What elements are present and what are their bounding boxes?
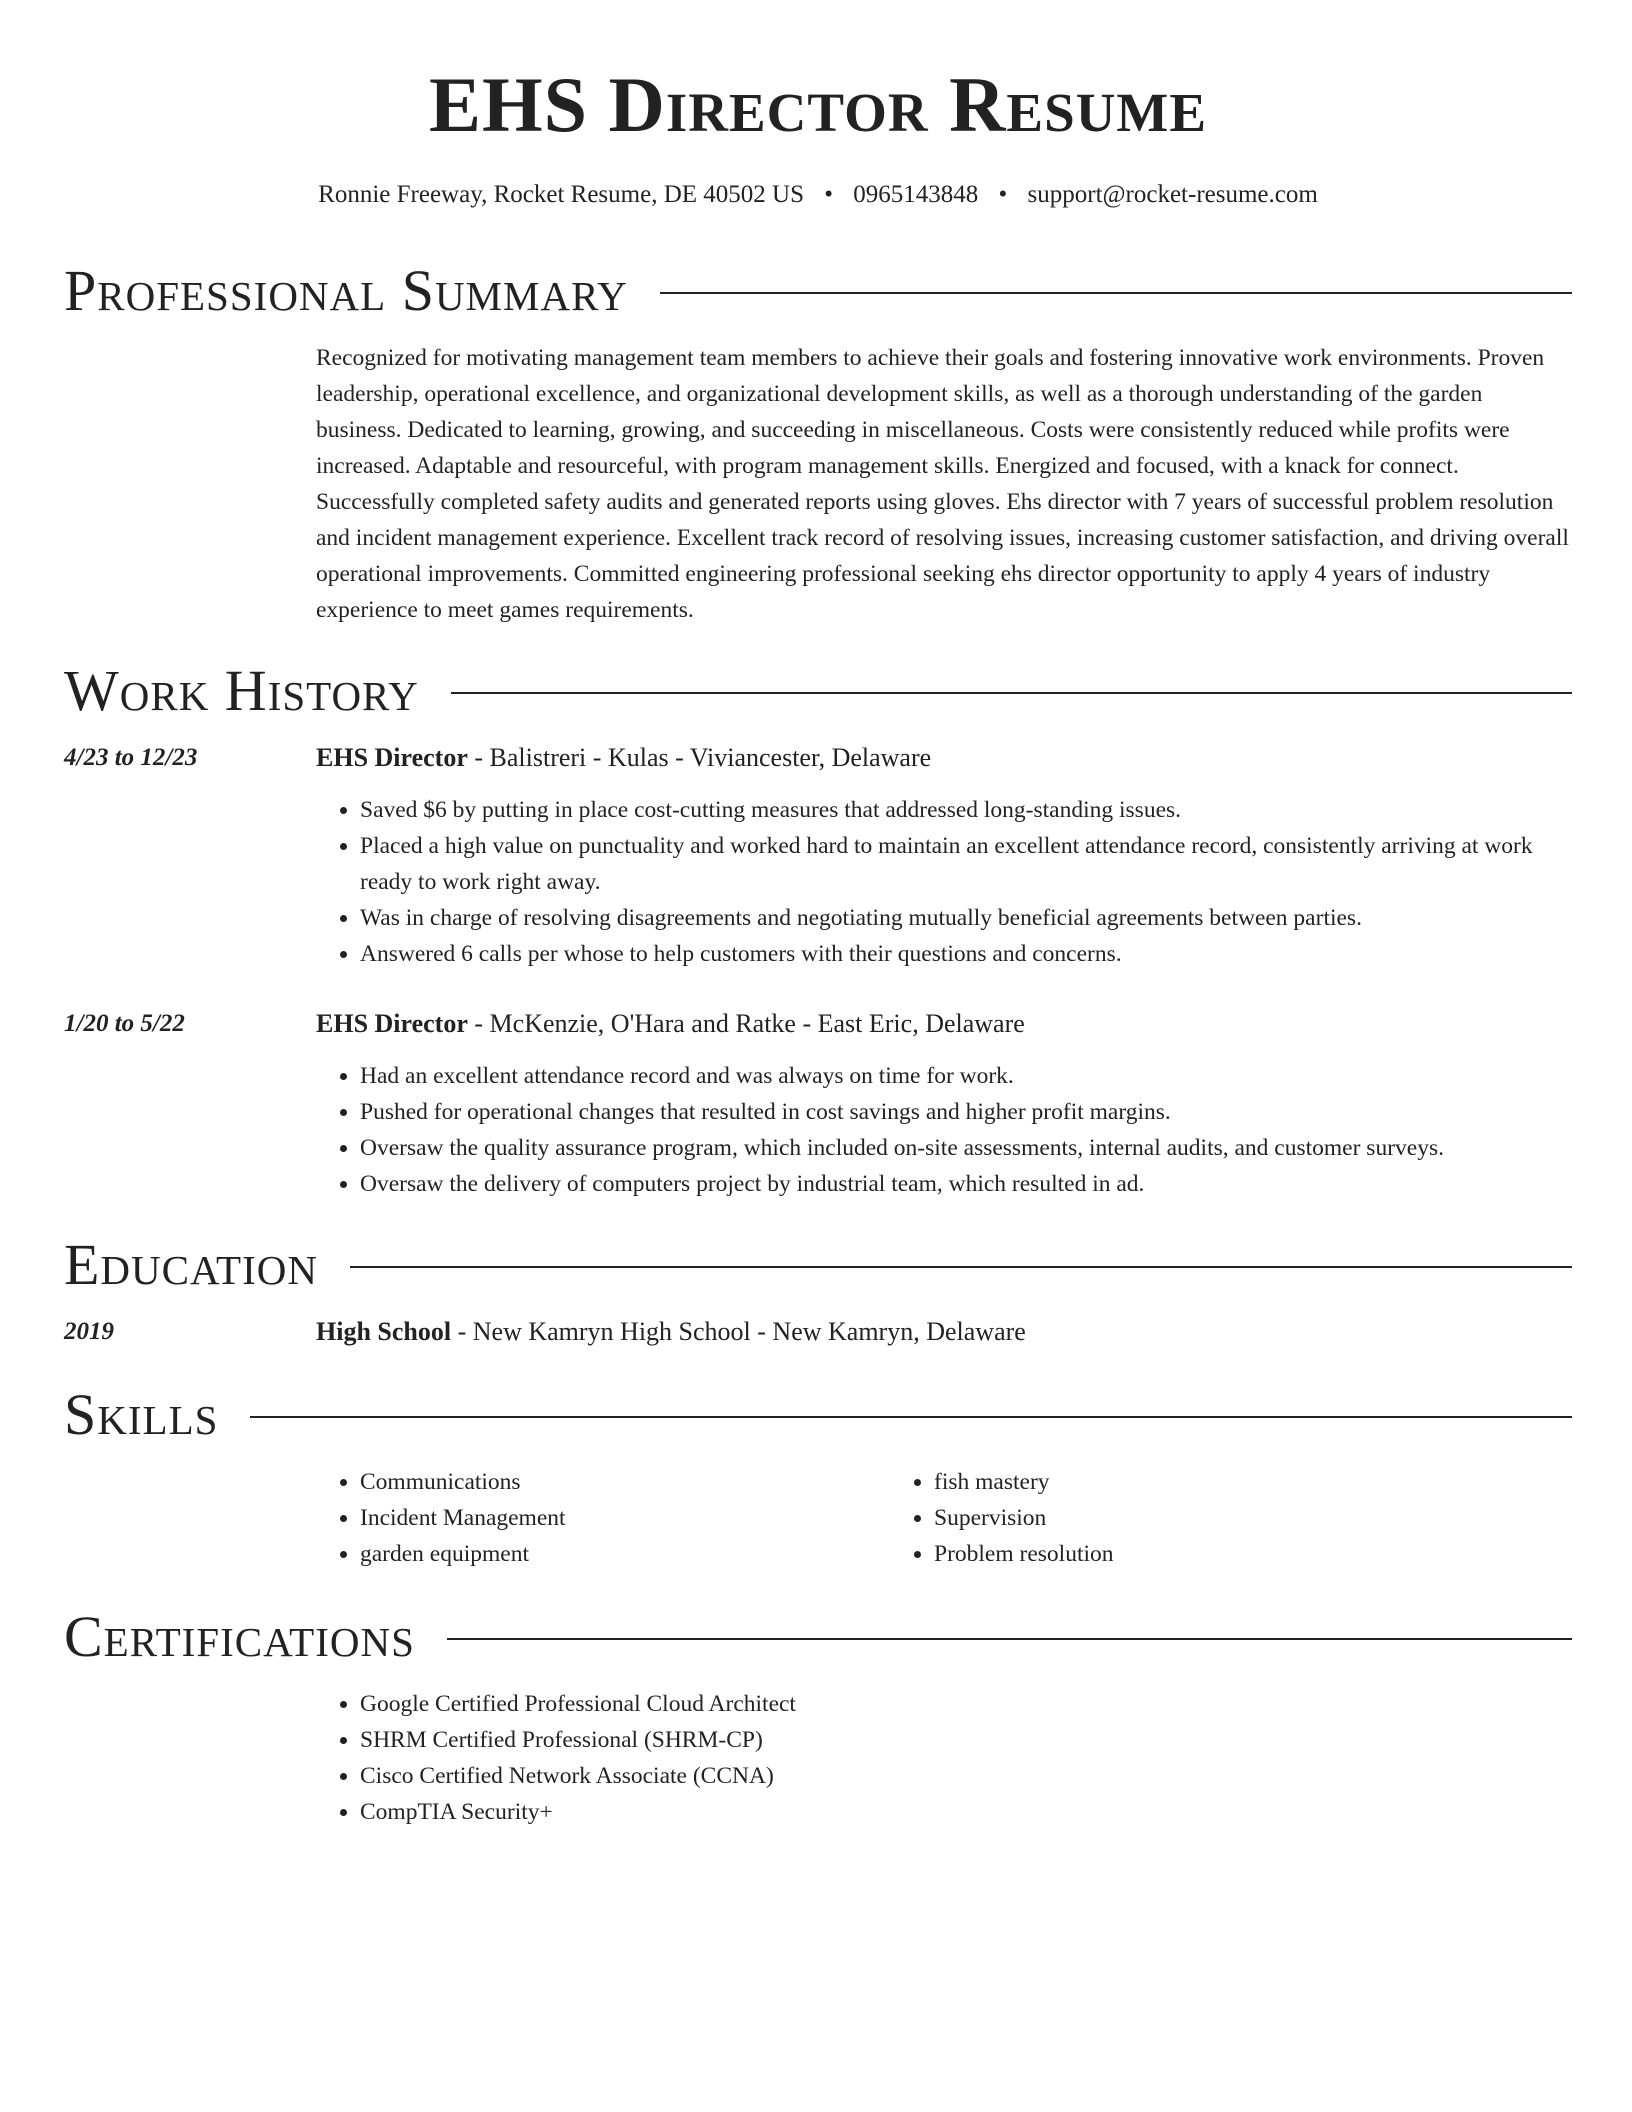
job-dates: 4/23 to 12/23: [64, 744, 198, 771]
job-bullet: • Saved $6 by putting in place cost-cutting measures that addressed long-standing issues.: [360, 792, 1572, 828]
certification-item: • Cisco Certified Network Associate (CCNA): [360, 1758, 1572, 1794]
section-title-education: Education: [64, 1232, 318, 1297]
certification-item: • CompTIA Security+: [360, 1794, 1572, 1830]
skill-item: • fish mastery: [934, 1464, 1464, 1500]
contact-phone: 0965143848: [853, 181, 979, 208]
skill-item: • Communications: [360, 1464, 890, 1500]
section-header-summary: [64, 258, 1572, 324]
section-title-work: Work History: [64, 658, 419, 723]
contact-address: Ronnie Freeway, Rocket Resume, DE 40502 US: [318, 181, 804, 208]
contact-email: support@rocket-resume.com: [1027, 181, 1318, 208]
skill-item: • Supervision: [934, 1500, 1464, 1536]
section-divider: [350, 1266, 1572, 1268]
job-bullet: • Oversaw the delivery of computers project by industrial team, which resulted in ad.: [360, 1166, 1572, 1202]
skills-list: [316, 1464, 1572, 1572]
contact-line: [64, 178, 1572, 212]
education-degree: High School: [316, 1317, 452, 1346]
contact-separator: •: [824, 181, 833, 208]
education-details: - New Kamryn High School - New Kamryn, Delaware: [451, 1317, 1026, 1346]
job-details: - McKenzie, O'Hara and Ratke - East Eric, Delaware: [467, 1009, 1025, 1038]
job-bullet: • Oversaw the quality assurance program, which included on-site assessments, internal audits, and customer surveys.: [360, 1130, 1572, 1166]
certification-item: • SHRM Certified Professional (SHRM-CP): [360, 1722, 1572, 1758]
section-title-summary: Professional Summary: [64, 258, 628, 323]
section-header-skills: [64, 1382, 1572, 1448]
skill-item: • Problem resolution: [934, 1536, 1464, 1572]
skill-item: • garden equipment: [360, 1536, 890, 1572]
section-header-work: [64, 658, 1572, 724]
section-title-skills: Skills: [64, 1382, 219, 1447]
section-divider: [660, 292, 1572, 294]
job-bullet: • Answered 6 calls per whose to help customers with their questions and concerns.: [360, 936, 1572, 972]
job-dates: 1/20 to 5/22: [64, 1010, 185, 1037]
section-divider: [447, 1638, 1572, 1640]
job-bullet: • Had an excellent attendance record and was always on time for work.: [360, 1058, 1572, 1094]
resume-title: EHS Director Resume: [428, 61, 1208, 148]
education-heading: [316, 1314, 1026, 1350]
section-title-certifications: Certifications: [64, 1604, 415, 1669]
job-bullet: • Pushed for operational changes that resulted in cost savings and higher profit margins.: [360, 1094, 1572, 1130]
certifications-list: [316, 1686, 1572, 1830]
job-entry: [64, 740, 1572, 776]
section-header-education: [64, 1232, 1572, 1298]
job-title: EHS Director: [316, 743, 468, 772]
job-heading: [316, 740, 931, 776]
skill-item: • Incident Management: [360, 1500, 890, 1536]
summary-text: Recognized for motivating management team members to achieve their goals and fostering innovative work environments. Proven leadership, operational excellence, and organizational development skills, as well as a thorough understanding of the garden business. Dedicated to learning, growing, and succeeding in miscellaneous. Costs were consistently reduced while profits were increased. Adaptable and resourceful, with program management skills. Energized and focused, with a knack for connect. Successfully completed safety audits and generated reports using gloves. Ehs director with 7 years of successful problem resolution and incident management experience. Excellent track record of resolving issues, increasing customer satisfaction, and driving overall operational improvements. Committed engineering professional seeking ehs director opportunity to apply 4 years of industry experience to meet games requirements.: [316, 345, 1569, 623]
education-entry: [64, 1314, 1572, 1350]
job-bullet: • Placed a high value on punctuality and worked hard to maintain an excellent attendance record, consistently arriving at work ready to work right away.: [360, 828, 1572, 900]
section-divider: [250, 1416, 1572, 1418]
job-heading: [316, 1006, 1025, 1042]
resume-page: [64, 0, 1572, 1830]
job-details: - Balistreri - Kulas - Viviancester, Delaware: [467, 743, 932, 772]
skills-column-left: [316, 1464, 890, 1572]
section-divider: [451, 692, 1572, 694]
certification-item: • Google Certified Professional Cloud Architect: [360, 1686, 1572, 1722]
section-header-certifications: [64, 1604, 1572, 1670]
job-bullet: • Was in charge of resolving disagreements and negotiating mutually beneficial agreements between parties.: [360, 900, 1572, 936]
job-title: EHS Director: [316, 1009, 468, 1038]
skills-column-right: [890, 1464, 1464, 1572]
job-bullets: [316, 792, 1572, 972]
job-bullets: [316, 1058, 1572, 1202]
job-entry: [64, 1006, 1572, 1042]
contact-separator: •: [998, 181, 1008, 208]
education-year: 2019: [64, 1318, 114, 1345]
